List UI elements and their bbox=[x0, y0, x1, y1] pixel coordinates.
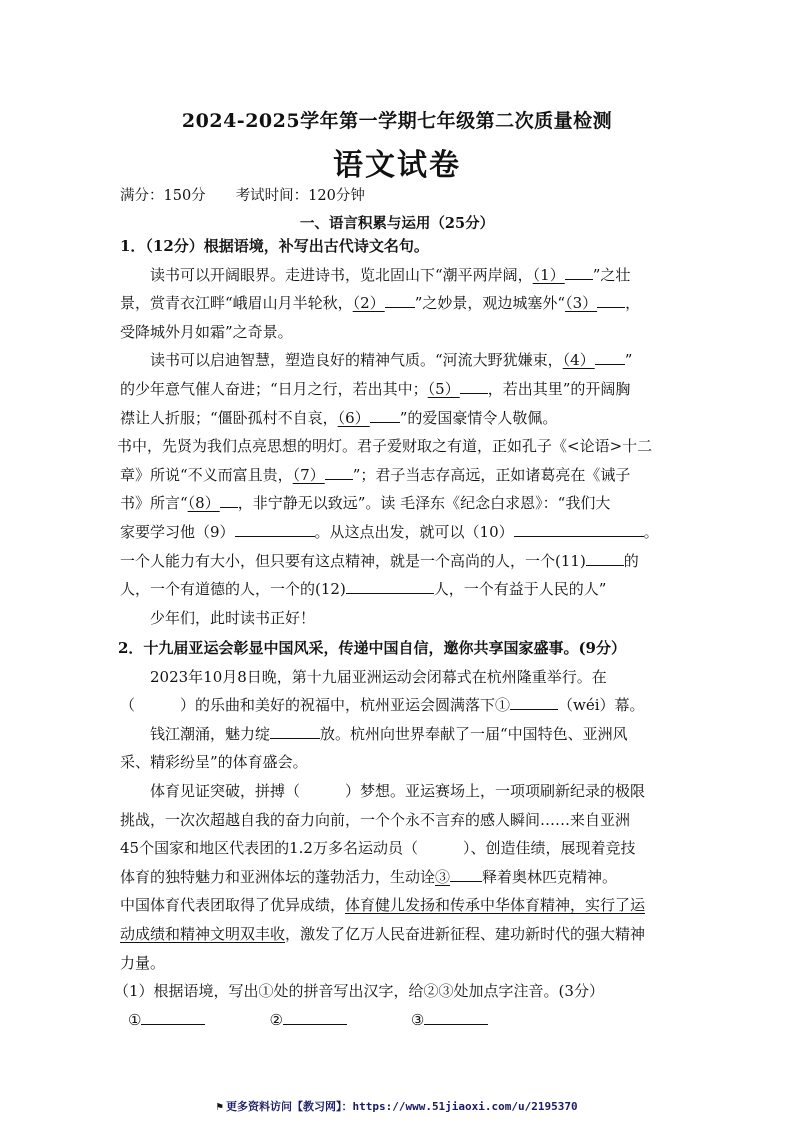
footer-link[interactable]: 更多资料访问【教习网】：https://www.51jiaoxi.com/u/2195370 bbox=[225, 1100, 578, 1113]
blank-8: （8） bbox=[187, 494, 220, 513]
q1-p3-line4: 家要学习他（9） 。从这点出发，就可以（10） 。 bbox=[120, 518, 680, 547]
q2-p2-line3: 45个国家和地区代表团的1.2万多名运动员（ ）、创造佳绩，展现着竞技 bbox=[120, 839, 636, 858]
blank-6: （6） bbox=[337, 408, 370, 427]
blank-5: （5） bbox=[427, 379, 460, 398]
flag-icon: ⚑ bbox=[216, 1100, 223, 1113]
q1-p1-line2: 景，赏青衣江畔“峨眉山月半轮秋，（2） ”之妙景，观边城塞外“（3） ， bbox=[120, 289, 680, 318]
exam-subtitle: 语文试卷 bbox=[333, 148, 461, 183]
q2-p1-line1: 2023年10月8日晚，第十九届亚洲运动会闭幕式在杭州隆重举行。在 bbox=[150, 667, 607, 686]
blank-2: （2） bbox=[352, 294, 385, 313]
q1-p2-line3: 襟让人折服；“僵卧孤村不自哀，（6） ”的爱国豪情令人敬佩。 bbox=[120, 404, 680, 433]
exam-title: 2024-2025学年第一学期七年级第二次质量检测 bbox=[181, 110, 613, 132]
q1-p3-line1: 书中，先贤为我们点亮思想的明灯。君子爱财取之有道，正如孔子《<论语>十二 bbox=[117, 437, 653, 456]
exam-time: 考试时间：120分钟 bbox=[235, 188, 365, 204]
blank-11 bbox=[586, 547, 624, 566]
question-2 bbox=[114, 634, 680, 1034]
exam-meta bbox=[120, 184, 365, 205]
question-1-title: 1．（12分）根据语境，补写出古代诗文名句。 bbox=[120, 237, 429, 255]
q1-p2-line2: 的少年意气催人奋进；“日月之行，若出其中；（5） ，若出其里”的开阔胸 bbox=[120, 375, 680, 404]
q2-p1-line2: （ ）的乐曲和美好的祝福中，杭州亚运会圆满落下① （wéi）幕。 bbox=[120, 691, 680, 720]
question-2-title: 2．十九届亚运会彰显中国风采，传递中国自信，邀你共享国家盛事。(9分） bbox=[118, 639, 626, 657]
answer-blank-1 bbox=[141, 1006, 205, 1025]
q2-p2-line6: 动成绩和精神文明双丰收，激发了亿万人民奋进新征程、建功新时代的强大精神 bbox=[120, 924, 646, 943]
underlined-sentence-1: 体育健儿发扬和传承中华体育精神，实行了运 bbox=[345, 896, 646, 915]
q2-p2-line4: 体育的独特魅力和亚洲体坛的蓬勃活力，生动诠③ 释着奥林匹克精神。 bbox=[120, 863, 680, 892]
footer bbox=[0, 1098, 794, 1114]
q1-p1-line1: 读书可以开阔眼界。走进诗书，览北固山下“潮平两岸阔，（1） ”之壮 bbox=[120, 261, 680, 290]
blank-3: （3） bbox=[565, 294, 598, 313]
blank-q2-2 bbox=[270, 720, 320, 739]
q1-p2-line1: 读书可以启迪智慧，塑造良好的精神气质。“河流大野犹嫌束，（4） ” bbox=[120, 346, 680, 375]
q1-p1-line3: 受降城外月如霜”之奇景。 bbox=[120, 322, 293, 341]
blank-q2-1 bbox=[510, 691, 558, 710]
q1-p3-line6: 人，一个有道德的人，一个的(12) 人，一个有益于人民的人” bbox=[120, 575, 680, 604]
blank-12 bbox=[346, 575, 434, 594]
q2-p1-line4: 采、精彩纷呈”的体育盛会。 bbox=[120, 753, 308, 772]
underlined-sentence-2: 动成绩和精神文明双丰收 bbox=[120, 924, 286, 943]
blank-10 bbox=[514, 518, 644, 537]
answer-blank-2 bbox=[283, 1006, 347, 1025]
blank-1: （1） bbox=[532, 265, 565, 284]
q1-p3-line2: 章》所说“不义而富且贵，（7） ”；君子当志存高远，正如诸葛亮在《诫子 bbox=[120, 461, 680, 490]
q2-p1-line3: 钱江潮涌，魅力绽 放。杭州向世界奉献了一届“中国特色、亚洲风 bbox=[120, 720, 680, 749]
q1-p4: 少年们，此时读书正好！ bbox=[150, 608, 316, 627]
q2-p2-line2: 挑战，一次次超越自我的奋力向前，一个个永不言弃的感人瞬间……来自亚洲 bbox=[120, 810, 631, 829]
q2-p2-line7: 力量。 bbox=[120, 953, 166, 972]
blank-4: （4） bbox=[562, 351, 595, 370]
blank-7: （7） bbox=[292, 465, 325, 484]
q2-sub1: （1）根据语境，写出①处的拼音写出汉字，给②③处加点字注音。(3分） bbox=[114, 982, 604, 1001]
q2-answers: ① ② ③ bbox=[128, 1006, 680, 1035]
blank-9 bbox=[235, 518, 315, 537]
full-score: 满分：150分 bbox=[120, 188, 206, 204]
q1-p3-line5: 一个人能力有大小，但只要有这点精神，就是一个高尚的人，一个(11) 的 bbox=[120, 547, 680, 576]
answer-blank-3 bbox=[424, 1006, 488, 1025]
q1-p3-line3: 书》所言“（8） ，非宁静无以致远”。读 毛泽东《纪念白求恩》：“我们大 bbox=[120, 489, 680, 518]
q2-p2-line1: 体育见证突破，拼搏（ ）梦想。亚运赛场上，一项项刷新纪录的极限 bbox=[150, 781, 646, 800]
blank-q2-3: ③ bbox=[435, 867, 451, 886]
q2-p2-line5: 中国体育代表团取得了优异成绩，体育健儿发扬和传承中华体育精神，实行了运 bbox=[120, 896, 646, 915]
section-title: 一、语言积累与运用（25分） bbox=[299, 215, 495, 232]
question-1 bbox=[117, 232, 680, 632]
